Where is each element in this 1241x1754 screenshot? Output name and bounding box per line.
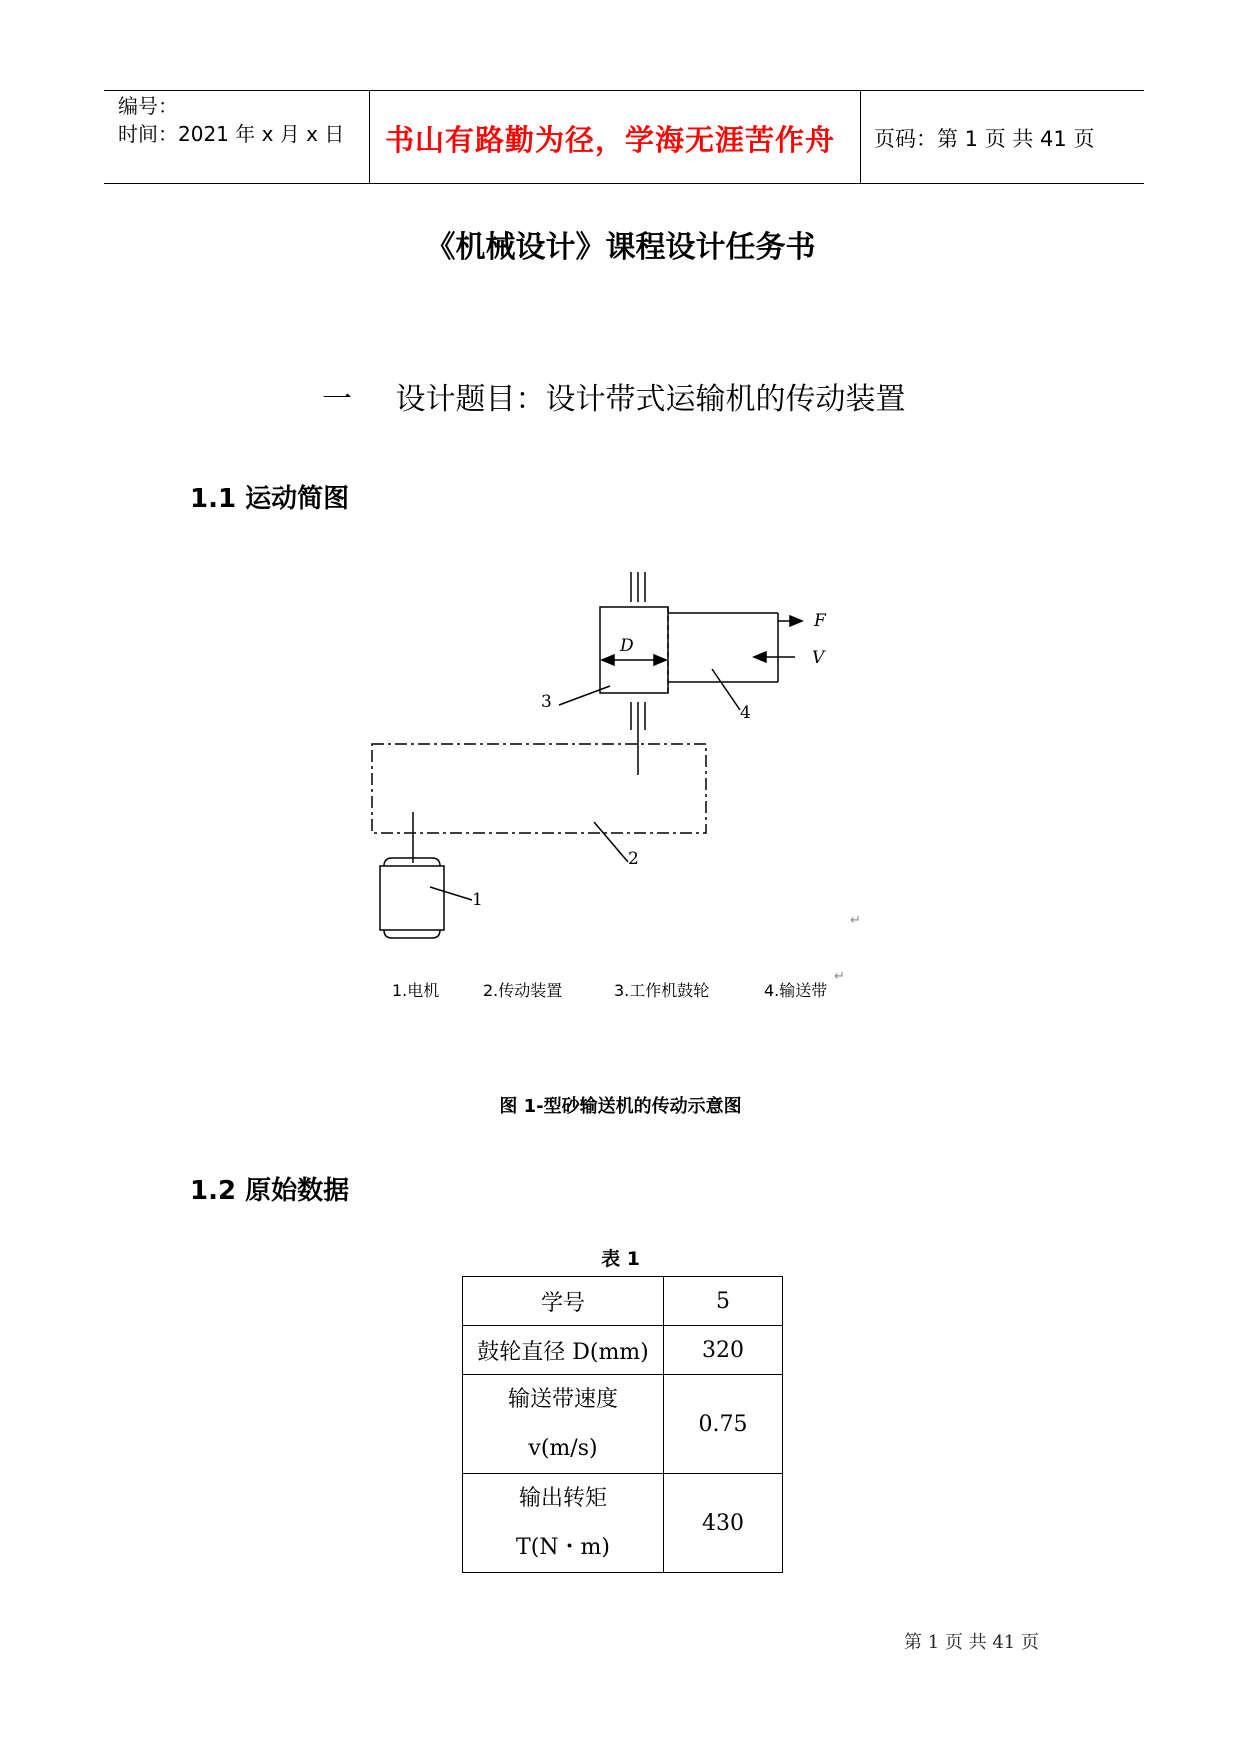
table-caption: 表 1 [601,1248,640,1270]
motor-top-cap [384,858,440,866]
paragraph-mark-2: ↵ [834,969,845,984]
motor-bottom-cap [384,930,440,938]
transmission-box [372,744,706,833]
legend-item-drum: 3.工作机鼓轮 [614,981,710,1000]
subsection-motion-diagram: 1.1 运动简图 [190,484,350,514]
table-cell-label-line: 输出转矩 [518,1486,607,1511]
table-cell-label-line: v(m/s) [528,1436,598,1461]
subsection-original-data: 1.2 原始数据 [190,1176,350,1206]
table-cell-value: 5 [664,1277,783,1326]
label-3: 3 [541,692,552,712]
table-cell-label: 鼓轮直径 D(mm) [463,1326,664,1375]
velocity-arrowhead [754,652,766,662]
header-page-info: 页码：第 1 页 共 41 页 [874,127,1095,151]
force-arrowhead [790,616,802,626]
leader-3 [559,686,610,705]
table-cell-label [463,1474,664,1573]
paragraph-mark-1: ↵ [850,913,861,928]
label-1: 1 [472,890,483,910]
leader-2 [594,822,628,862]
table-cell-value: 320 [664,1326,783,1375]
data-table [462,1276,783,1573]
leader-4 [712,669,740,710]
label-2: 2 [628,849,639,869]
motor [380,866,444,930]
label-D: D [620,636,634,656]
section-number: 一 [322,382,352,417]
time-label: 时间：2021 年 x 月 x 日 [118,122,345,146]
page-footer: 第 1 页 共 41 页 [904,1632,1039,1653]
section-title: 设计题目：设计带式运输机的传动装置 [395,382,906,417]
drum [600,607,668,693]
table-cell-label-line: T(N・m) [516,1535,610,1560]
table-row [463,1375,783,1474]
legend-item-motor: 1.电机 [392,981,440,1000]
document-title: 《机械设计》课程设计任务书 [425,230,816,265]
label-V: V [812,648,825,668]
figure-caption: 图 1-型砂输送机的传动示意图 [499,1096,742,1117]
label-4: 4 [740,703,751,723]
diameter-arrowhead-left [602,655,614,665]
table-cell-label: 学号 [463,1277,664,1326]
leader-1 [430,887,472,900]
legend-item-transmission: 2.传动装置 [483,981,563,1000]
number-label: 编号： [118,94,178,118]
table-cell-value: 0.75 [664,1375,783,1474]
motto: 书山有路勤为径，学海无涯苦作舟 [384,123,835,157]
table-row [463,1277,783,1326]
legend-item-belt: 4.输送带 [764,981,828,1000]
diameter-arrowhead-right [654,655,666,665]
table-row [463,1474,783,1573]
table-cell-label-line: 输送带速度 [507,1387,618,1412]
label-F: F [814,611,826,631]
table-row [463,1326,783,1375]
table-cell-value: 430 [664,1474,783,1573]
table-cell-label [463,1375,664,1474]
